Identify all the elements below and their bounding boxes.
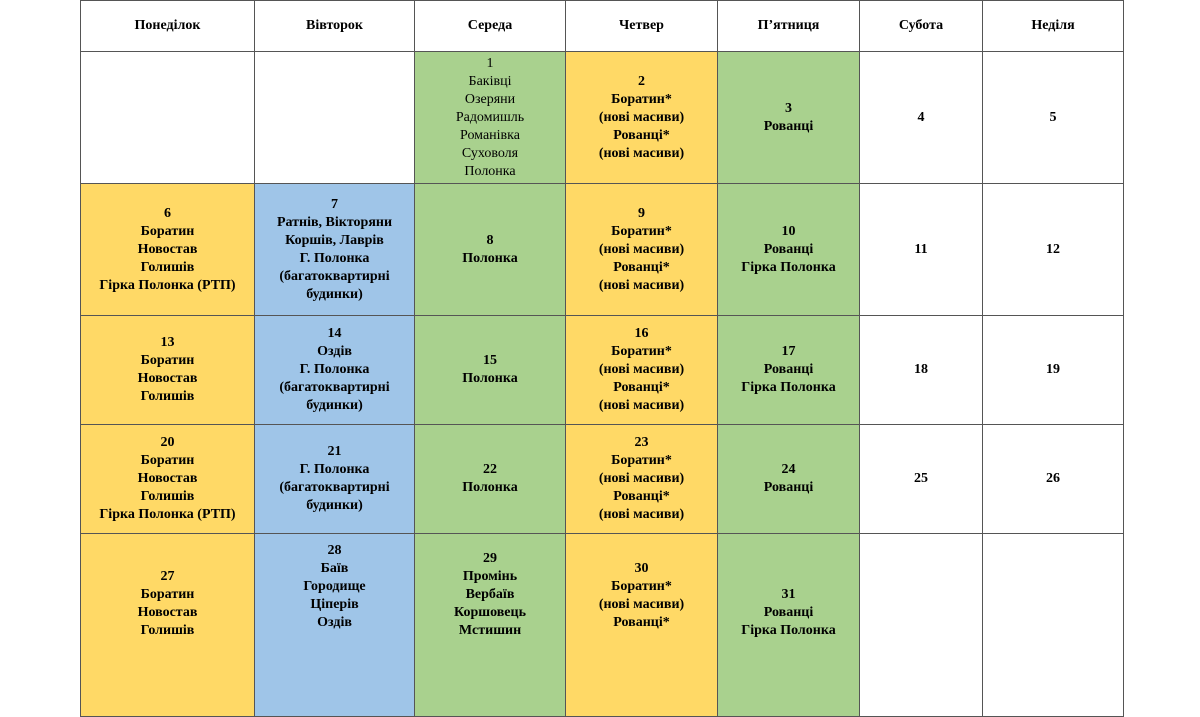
day-number: 11 [914,241,928,257]
location-line: Г. Полонка [299,462,370,477]
day-cell [983,52,1124,184]
location-line: Рованці* [613,615,670,630]
day-cell [81,184,255,316]
day-cell [566,184,718,316]
day-number: 12 [1046,241,1060,257]
day-number: 8 [486,232,494,248]
location-line: Новостав [137,605,198,620]
day-number: 14 [327,326,342,341]
day-cell [255,52,415,184]
header-thursday: Четвер [566,1,718,52]
day-number: 2 [638,73,645,89]
day-cell [860,52,983,184]
day-cell [255,534,415,717]
day-number: 20 [160,435,175,450]
day-cell [718,52,860,184]
location-line: (нові масиви) [598,145,685,161]
day-cell [415,52,566,184]
day-number: 15 [483,353,497,368]
location-line: (нові масиви) [598,398,685,413]
location-line: Голишів [140,259,195,275]
day-cell [415,316,566,425]
day-cell [718,534,860,717]
day-number: 17 [781,344,796,359]
location-line: будинки) [306,498,363,513]
day-number: 21 [327,444,342,459]
day-cell [860,184,983,316]
day-cell [81,52,255,184]
location-line: Боратин* [611,453,672,468]
day-cell [255,316,415,425]
week-row [81,316,1124,425]
day-number: 19 [1046,362,1060,377]
day-number: 5 [1049,109,1057,125]
day-number: 23 [634,435,649,450]
day-cell [255,184,415,316]
location-line: Новостав [137,471,198,486]
location-line: Рованці [763,605,814,620]
day-number: 1 [486,55,494,71]
location-line: (нові масиви) [598,471,685,486]
header-friday: П’ятниця [718,1,860,52]
day-cell [983,184,1124,316]
location-line: Рованці* [613,259,670,275]
week-row [81,184,1124,316]
location-line: (нові масиви) [598,241,685,257]
location-line: (нові масиви) [598,507,685,522]
day-number: 10 [781,223,796,239]
week-row [81,425,1124,534]
location-line: Гірка Полонка (РТП) [99,277,236,293]
location-line: Гірка Полонка [741,259,836,275]
location-line: Рованці* [613,127,670,143]
location-line: Промінь [462,569,518,584]
day-cell [415,184,566,316]
location-line: Оздів [317,615,352,630]
location-line: Полонка [462,250,518,266]
location-line: (багатоквартирні [279,380,390,395]
location-line: Боратин [140,353,195,368]
day-number: 6 [164,205,171,221]
day-number: 16 [634,326,649,341]
location-line: Боратин [140,453,195,468]
location-line: Гірка Полонка [741,623,836,638]
location-line: Мстишин [458,623,522,638]
header-sunday: Неділя [983,1,1124,52]
day-number: 31 [781,587,796,602]
location-line: Боратин* [611,91,672,107]
location-line: Романівка [460,127,520,143]
header-wednesday: Середа [415,1,566,52]
location-line: Рованці [763,362,814,377]
day-number: 29 [483,551,497,566]
location-line: Коршів, Лаврів [285,232,384,248]
day-number: 18 [914,362,928,377]
day-number: 22 [483,462,497,477]
location-line: Ціперів [310,597,359,612]
location-line: Рованці* [613,380,670,395]
day-number: 28 [327,543,342,558]
day-cell [718,316,860,425]
day-cell [81,316,255,425]
day-number: 30 [634,561,649,576]
location-line: будинки) [306,286,363,302]
location-line: Новостав [137,371,198,386]
location-line: (багатоквартирні [279,268,390,284]
location-line: (нові масиви) [598,109,685,125]
location-line: Коршовець [454,605,526,620]
day-cell [860,316,983,425]
location-line: Озеряни [464,91,516,107]
location-line: Оздів [317,344,352,359]
location-line: Новостав [137,241,198,257]
location-line: Баїв [320,561,349,576]
location-line: Полонка [462,371,518,386]
week-row [81,534,1124,717]
day-cell [566,534,718,717]
location-line: Вербаїв [465,587,515,602]
location-line: Боратин* [611,223,672,239]
location-line: Суховоля [461,145,519,161]
location-line: Рованці [763,480,814,495]
day-cell [718,184,860,316]
location-line: (нові масиви) [598,362,685,377]
location-line: Голишів [140,623,195,638]
day-number: 27 [160,569,175,584]
location-line: Радомишль [455,109,525,125]
location-line: Рованці* [613,489,670,504]
day-cell [983,316,1124,425]
day-number: 13 [160,335,175,350]
location-line: (нові масиви) [598,277,685,293]
day-cell [81,534,255,717]
day-cell [983,425,1124,534]
location-line: Рованці [763,241,814,257]
location-line: Полонка [464,163,516,179]
day-cell [415,534,566,717]
day-cell [566,52,718,184]
day-number: 25 [914,471,928,486]
location-line: Гірка Полонка [741,380,836,395]
day-cell [566,425,718,534]
day-number: 4 [917,109,925,125]
day-cell [566,316,718,425]
day-number: 24 [781,462,796,477]
location-line: Боратин* [611,579,672,594]
location-line: Голишів [140,489,195,504]
location-line: Боратин* [611,344,672,359]
day-cell [415,425,566,534]
location-line: (нові масиви) [598,597,685,612]
location-line: Боратин [140,223,195,239]
location-line: Баківці [468,73,512,89]
weekday-header-row [81,1,1124,52]
day-cell [860,425,983,534]
location-line: (багатоквартирні [279,480,390,495]
day-number: 3 [785,100,792,116]
location-line: Рованці [763,118,814,134]
location-line: Боратин [140,587,195,602]
day-cell [983,534,1124,717]
day-cell [718,425,860,534]
schedule-calendar-table [80,0,1124,717]
day-cell [81,425,255,534]
week-row [81,52,1124,184]
location-line: Городище [303,579,366,594]
day-cell [255,425,415,534]
location-line: Г. Полонка [299,250,370,266]
header-tuesday: Вівторок [255,1,415,52]
day-number: 9 [638,205,645,221]
location-line: будинки) [306,398,363,413]
day-number: 26 [1046,471,1060,486]
location-line: Гірка Полонка (РТП) [99,507,236,522]
day-cell [860,534,983,717]
location-line: Ратнів, Вікторяни [276,214,393,230]
location-line: Г. Полонка [299,362,370,377]
header-saturday: Субота [860,1,983,52]
day-number: 7 [331,196,338,212]
header-monday: Понеділок [81,1,255,52]
location-line: Голишів [140,389,195,404]
location-line: Полонка [462,480,518,495]
